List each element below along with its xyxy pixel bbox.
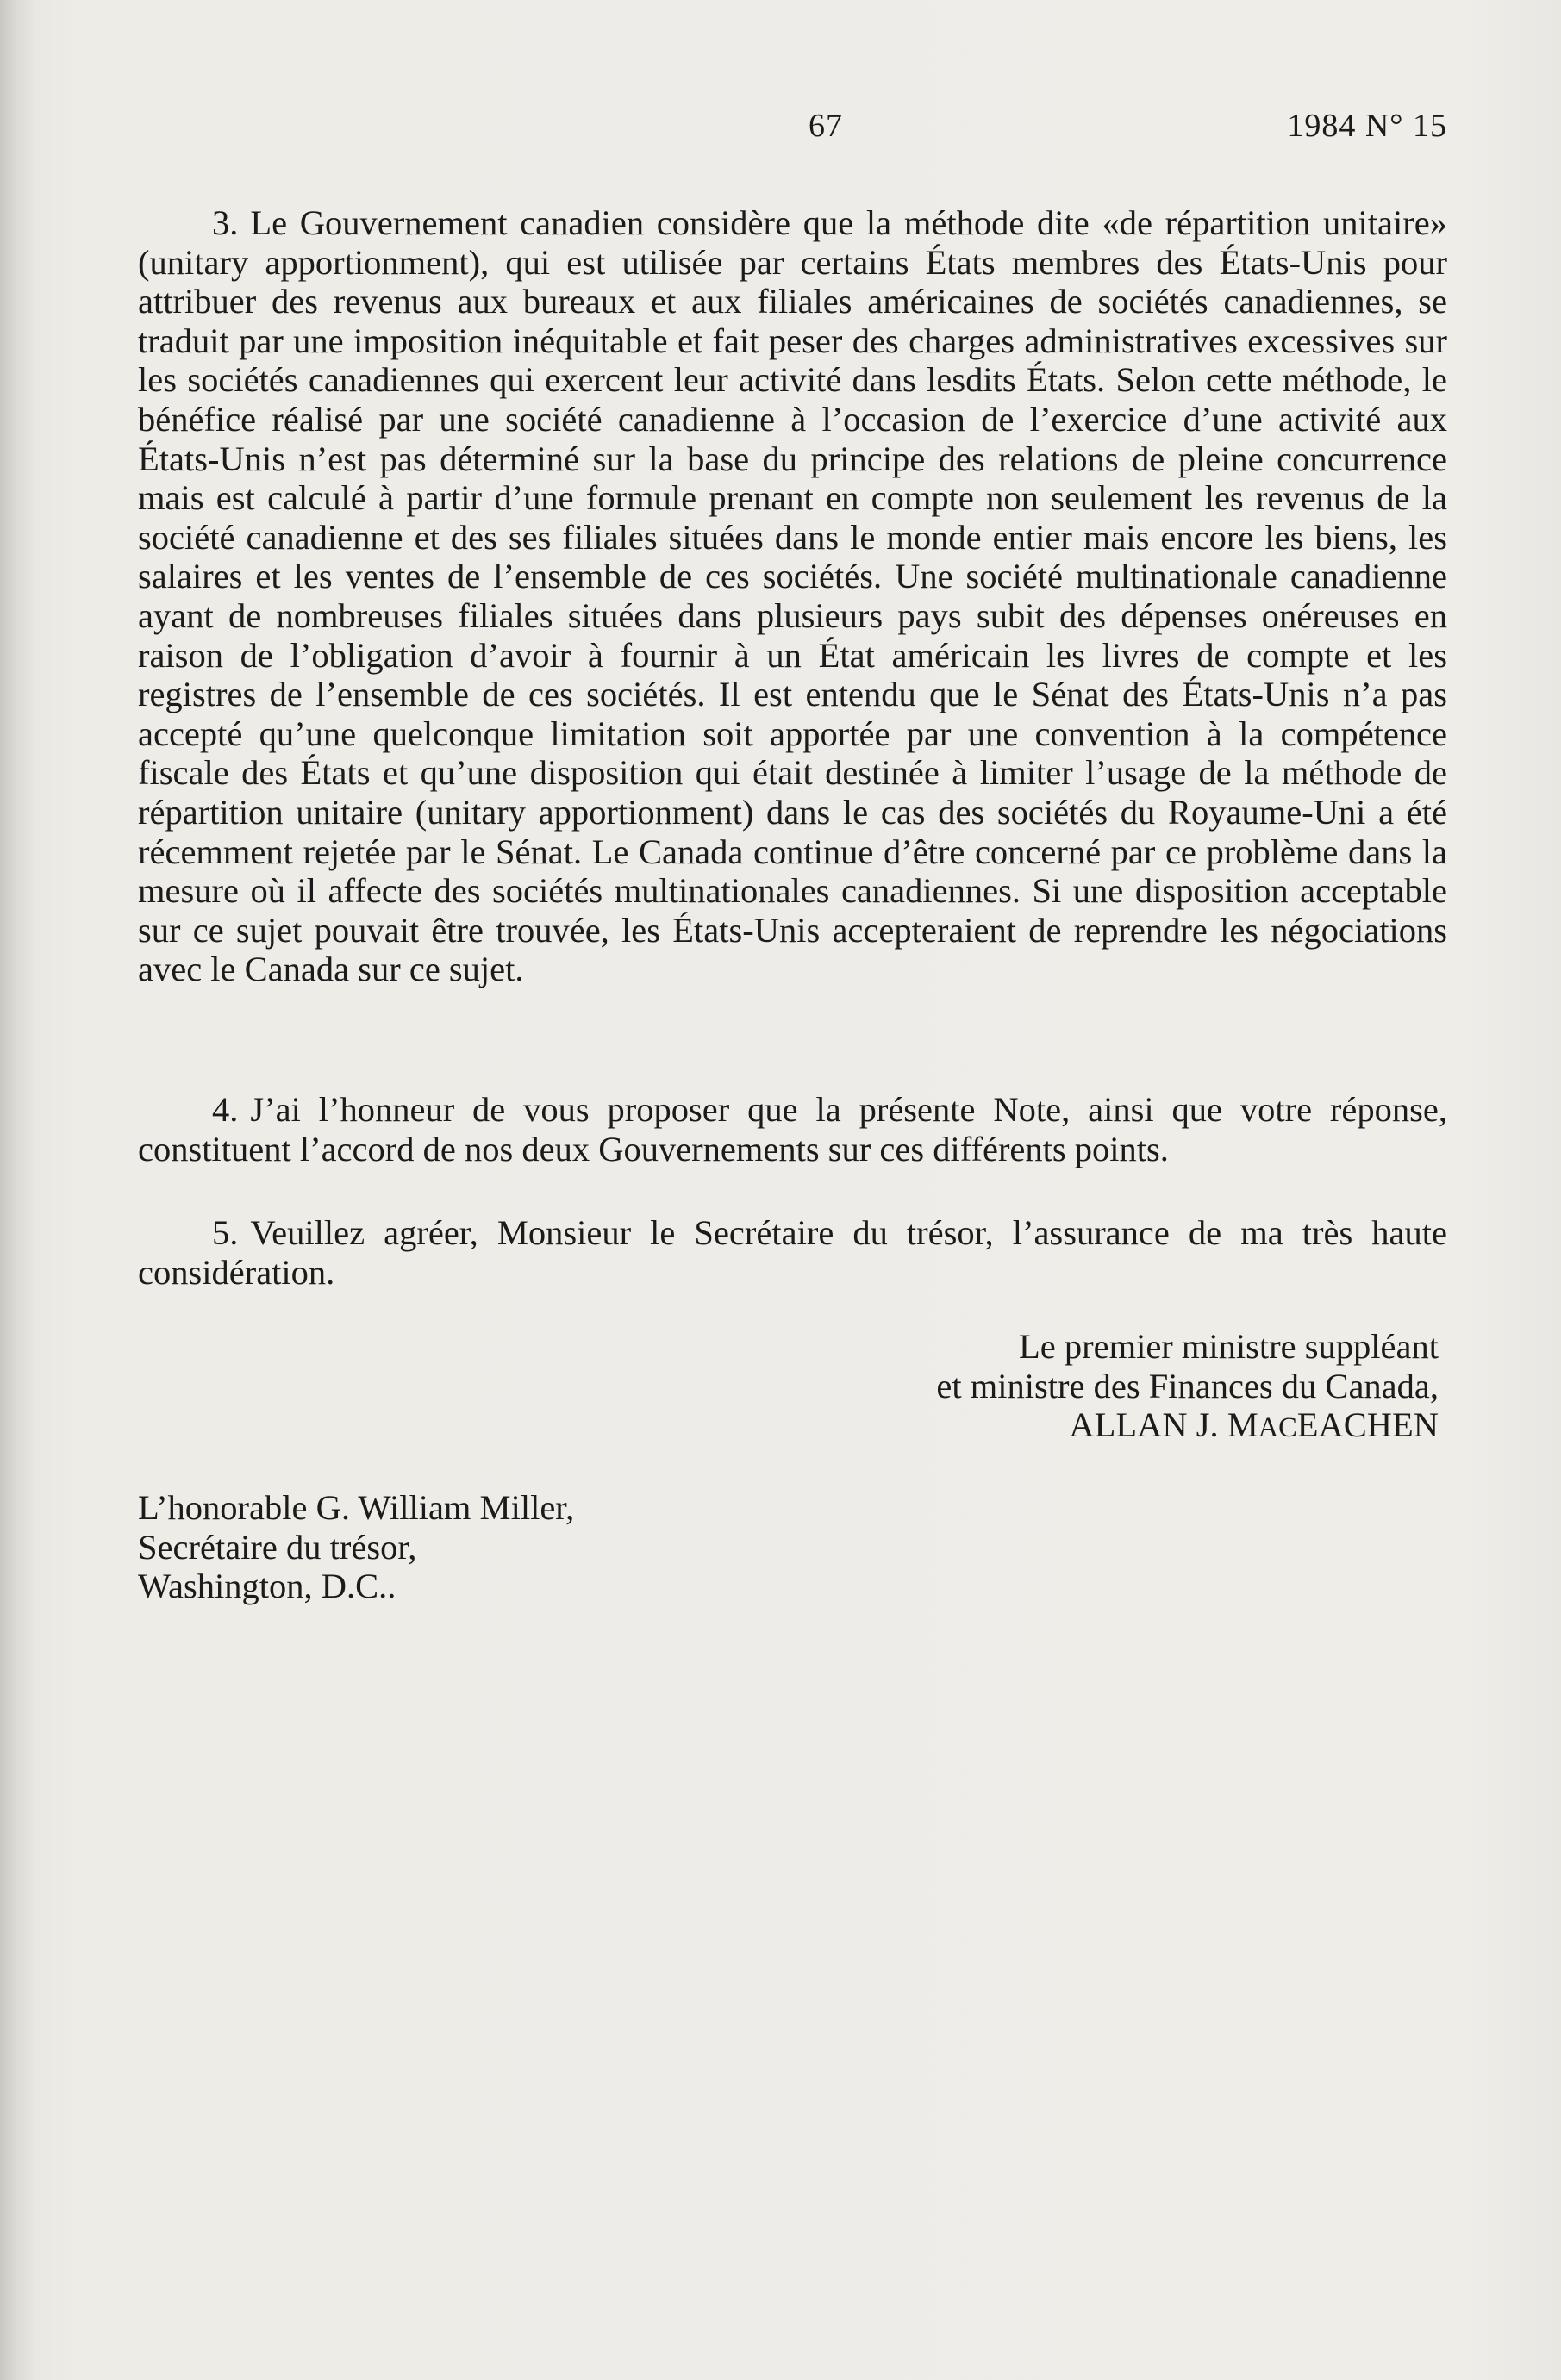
paragraph-number: 3. — [212, 203, 239, 242]
paragraph-number: 4. — [212, 1090, 239, 1129]
treaty-reference: 1984 N° 15 — [1287, 108, 1447, 144]
signatory-name — [766, 1405, 1439, 1449]
paragraph-3 — [138, 203, 1447, 989]
page-number: 67 — [809, 108, 843, 144]
signatory-title-line-1: Le premier ministre suppléant — [1019, 1327, 1439, 1366]
signatory-name-lead: ALLAN J. M — [1069, 1405, 1258, 1445]
signature-block — [766, 1327, 1439, 1449]
addressee-block — [138, 1488, 574, 1606]
paragraph-text: J’ai l’honneur de vous proposer que la présente Note, ainsi que votre réponse, constituent l’accord de nos deux Gouvernements sur ces différents points. — [138, 1090, 1447, 1168]
signatory-title-line-2: et ministre des Finances du Canada, — [936, 1366, 1439, 1405]
signatory-name-tail: EACHEN — [1296, 1405, 1439, 1445]
paragraph-text: Veuillez agréer, Monsieur le Secrétaire du trésor, l’assurance de ma très haute considération. — [138, 1213, 1447, 1292]
addressee-line-3: Washington, D.C.. — [138, 1567, 396, 1606]
paragraph-number: 5. — [212, 1213, 239, 1252]
addressee-line-2: Secrétaire du trésor, — [138, 1527, 417, 1567]
paragraph-5 — [138, 1213, 1447, 1292]
addressee-line-1: L’honorable G. William Miller, — [138, 1488, 575, 1527]
signatory-name-smallcaps: AC — [1258, 1412, 1297, 1444]
binding-gutter-shadow — [0, 0, 36, 2380]
paragraph-4 — [138, 1090, 1447, 1168]
paragraph-text: Le Gouvernement canadien considère que la méthode dite «de répartition unitaire» (unitary apportionment), qui est utilisée par certains États membres des États-Unis pour attribuer des revenus aux bureaux et aux filiales américaines de sociétés canadiennes, se traduit par une imposition inéquitable et fait peser des charges administratives excessives sur les sociétés canadiennes qui exercent leur activité dans lesdits États. Selon cette méthode, le bénéfice réalisé par une société canadienne à l’occasion de l’exercice d’une activité aux États-Unis n’est pas déterminé sur la base du principe des relations de pleine concurrence mais est calculé à partir d’une formule prenant en compte non seulement les revenus de la société canadienne et des ses filiales situées dans le monde entier mais encore les biens, les salaires et les ventes de l’ensemble de ces sociétés. Une société multinationale canadienne ayant de nombreuses filiales situées dans plusieurs pays subit des dépenses onéreuses en raison de l’obligation d’avoir à fournir à un État américain les livres de compte et les registres de l’ensemble de ces sociétés. Il est entendu que le Sénat des États-Unis n’a pas accepté qu’une quelconque limitation soit apportée par une convention à la compétence fiscale des États et qu’une disposition qui était destinée à limiter l’usage de la méthode de répartition unitaire (unitary apportionment) dans le cas des sociétés du Royaume-Uni a été récemment rejetée par le Sénat. Le Canada continue d’être concerné par ce problème dans la mesure où il affecte des sociétés multinationales canadiennes. Si une disposition acceptable sur ce sujet pouvait être trouvée, les États-Unis accepteraient de reprendre les négociations avec le Canada sur ce sujet. — [138, 203, 1447, 989]
